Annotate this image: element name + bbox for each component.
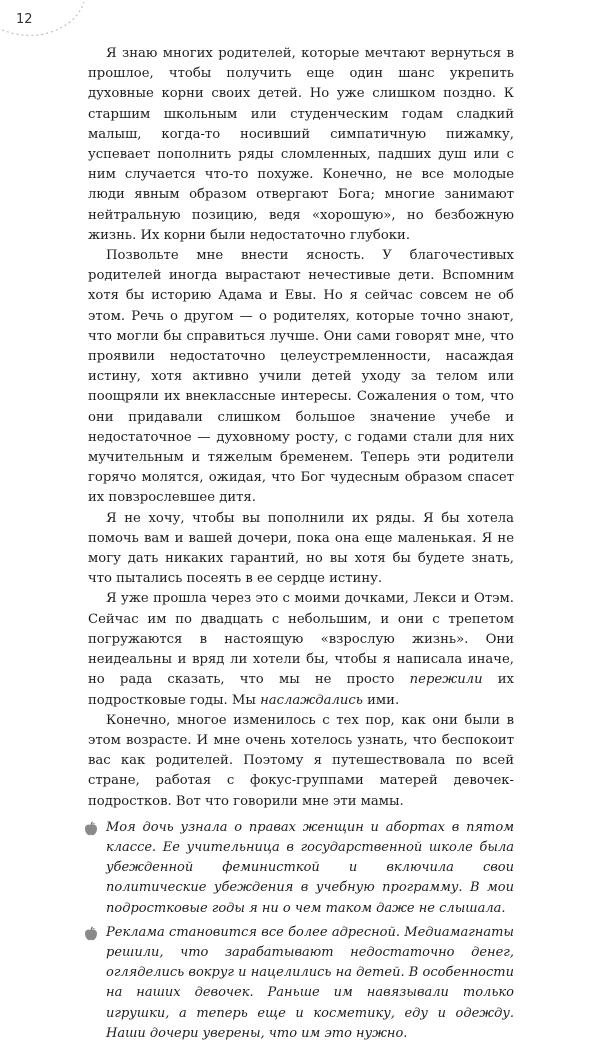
paragraph-3: Я не хочу, чтобы вы пополнили их ряды. Я бы хотела помочь вам и вашей дочери, пока она еще маленькая. Я не могу дать никаких гарантий, но вы хотя бы будете знать, что пытались посеять в ее сердце истину. (88, 510, 514, 587)
quote-text: Реклама становится все более адресной. Медиамагнаты решили, что зарабатывают недостаточно денег, огляделись вокруг и нацелились на детей. В особенности на наших девочек. Раньше им навязывали только игрушки, а теперь еще и косметику, еду и одежду. Наши дочери уверены, что им это нужно. (106, 924, 514, 1041)
paragraph-1: Я знаю многих родителей, которые мечтают вернуться в прошлое, чтобы получить еще один шанс укрепить духовные корни своих детей. Но уже слишком поздно. К старшим школьным или студенческим годам сладкий малыш, когда-то носивший симпатичную пижамку, успевает пополнить ряды сломленных, падших душ или с ним случается что-то похуже. Конечно, не все молодые люди явным образом отвергают Бога; многие занимают нейтральную позицию, ведя «хорошую», но безбожную жизнь. Их корни были недостаточно глубоки. (88, 46, 514, 243)
emphasis-survived: пережили (409, 672, 483, 688)
quote-item (88, 923, 514, 1044)
quote-text: Моя дочь узнала о правах женщин и абортах в пятом классе. Ее учительница в государственной школе была убежденной феминисткой и включила свои политические убеждения в учебную программу. В мои подростковые годы я ни о чем таком даже не слышала. (106, 819, 514, 916)
quote-item (88, 818, 514, 919)
body-text (88, 44, 514, 1044)
paragraph-4 (88, 589, 514, 710)
paragraph-5: Конечно, многое изменилось с тех пор, как они были в этом возрасте. И мне очень хотелось узнать, что беспокоит вас как родителей. Поэтому я путешествовала по всей стране, работая с фокус-группами матерей девочек-подростков. Вот что говорили мне эти мамы. (88, 712, 514, 809)
paragraph-2: Позвольте мне внести ясность. У благочестивых родителей иногда вырастают нечестивые дети. Вспомним хотя бы историю Адама и Евы. Но я сейчас совсем не об этом. Речь о другом — о родителях, которые точно знают, что могли бы справиться лучше. Они сами говорят мне, что проявили недостаточно целеустремленности, насаждая истину, хотя активно учили детей уходу за телом или поощряли их внеклассные интересы. Сожаления о том, что они придавали слишком большое значение учебе и недостаточное — духовному росту, с годами стали для них мучительным и тяжелым бременем. Теперь эти родители горячо молятся, ожидая, что Бог чудесным образом спасет их повзрослевшее дитя. (88, 248, 514, 506)
paragraph-4-part-1: Я уже прошла через это с моими дочками, Лекси и Отэм. Сейчас им по двадцать с небольшим, и они с трепетом погружаются в настоящую «взрослую жизнь». Они неидеальны и вряд ли хотели бы, чтобы я написала иначе, но рада сказать, что мы не просто (88, 591, 514, 688)
page-number: 12 (16, 12, 33, 27)
paragraph-4-part-3: ими. (362, 692, 400, 708)
apple-icon (84, 821, 98, 836)
paragraph-4-part-2: их подростковые годы. Мы (88, 672, 514, 708)
apple-icon (84, 926, 98, 941)
emphasis-enjoyed: наслаждались (260, 692, 363, 708)
